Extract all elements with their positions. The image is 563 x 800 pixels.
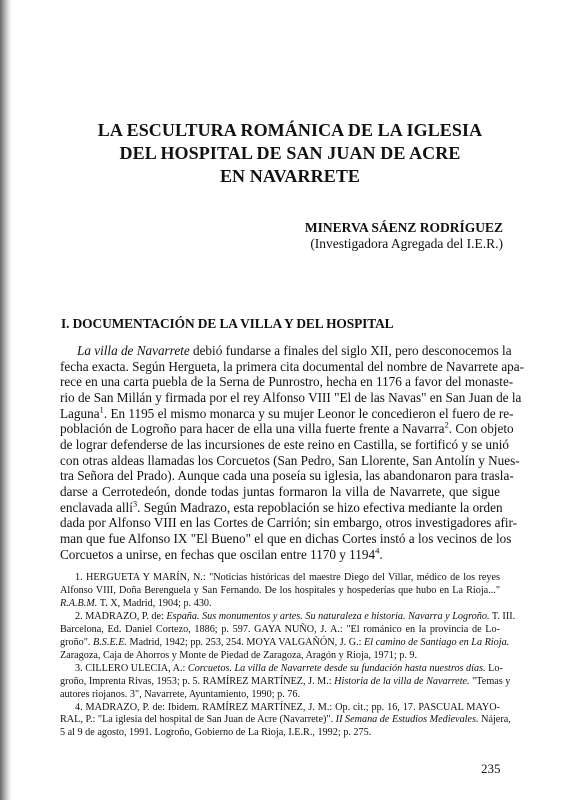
body-line — [60, 343, 512, 359]
body-line: man que fue Alfonso IX "El Bueno" el que en dichas Cortes instó a los vecinos de los — [60, 530, 512, 546]
italic-phrase: España. Sus monumentos y artes. Su naturaleza e historia. Navarra y Logroño. — [166, 610, 490, 622]
body-line — [60, 419, 514, 437]
title-line-3: EN NAVARRETE — [219, 166, 361, 186]
body-line: rio de San Millán y firmada por el rey Alfonso VIII "El de las Navas" en San Juan de la — [60, 389, 522, 405]
body-text: . Con objeto — [448, 421, 514, 437]
body-text: debió fundarse a finales del siglo XII, pero desconocemos la — [189, 343, 512, 358]
body-line: tra Señora del Prado). Aunque cada una poseía su iglesia, las abandonaron para trasla- — [60, 468, 514, 484]
italic-phrase: Historia de la villa de Navarrete. — [334, 675, 470, 687]
footnote-3-line — [60, 662, 503, 676]
body-line: de lograr defenderse de las incursiones de este reino en Castilla, se fortificó y se unió — [60, 436, 509, 452]
footnote-ref: 4 — [375, 545, 380, 556]
author-block — [305, 220, 503, 252]
section-heading: I. DOCUMENTACIÓN DE LA VILLA Y DEL HOSPITAL — [61, 316, 394, 331]
footnote-ref: 1 — [99, 404, 104, 415]
body-line — [60, 498, 503, 516]
footnote-4-line: 5 al 9 de agosto, 1991. Logroño, Gobierno de La Rioja, I.E.R., 1992; p. 275. — [60, 727, 372, 739]
body-text: . Según Madrazo, esta repoblación se hizo efectiva mediante la orden — [137, 499, 503, 515]
body-line: rece en una carta puebla de la Serna de Punrostro, hecha en 1176 a favor del monaste- — [60, 374, 514, 390]
body-paragraph — [60, 343, 525, 562]
body-line — [60, 404, 514, 422]
italic-phrase: La villa de Navarrete — [77, 343, 190, 358]
footnote-4-line — [60, 714, 511, 727]
body-text: población de Logroño para hacer de ella una villa fuerte frente a Navarra — [60, 421, 445, 437]
note-text: groño". — [60, 636, 94, 648]
footnote-2-line: Barcelona, Ed. Daniel Cortezo, 1886; p. 597. GAYA NUÑO, J. A.: "El románico en la provincia de Lo- — [60, 623, 500, 635]
body-line: dada por Alfonso VIII en las Cortes de Carrión; sin embargo, otros investigadores afir- — [60, 515, 518, 531]
footnote-2-line — [60, 610, 516, 624]
author-name: MINERVA SÁENZ RODRÍGUEZ — [304, 220, 503, 235]
article-title — [40, 119, 540, 188]
body-line — [60, 547, 500, 563]
italic-phrase: R.A.B.M. — [60, 597, 98, 609]
scan-edge-shadow — [0, 0, 12, 800]
body-text: . En 1195 el mismo monarca y su mujer Leonor le concedieron el fuero de re- — [103, 405, 514, 421]
italic-phrase: Corcuetos. La villa de Navarrete desde su fundación hasta nuestros días. — [187, 662, 486, 674]
body-text: enclavada allí — [60, 499, 133, 515]
note-text: groño, Imprenta Rivas, 1953; p. 5. RAMÍREZ MARTÍNEZ, J. M.: — [60, 675, 335, 687]
body-text: Laguna — [60, 405, 100, 421]
title-line-1: LA ESCULTURA ROMÁNICA DE LA IGLESIA — [97, 120, 483, 140]
note-text: Lo- — [485, 662, 503, 674]
body-text: . — [379, 546, 383, 562]
footnote-3-line: autores riojanos. 3", Navarrete, Ayuntamiento, 1990; p. 76. — [60, 688, 301, 700]
footnote-2-line — [60, 636, 510, 650]
note-text: RAL, P.: "La iglesia del hospital de San Juan de Acre (Navarrete)". — [60, 714, 336, 726]
footnote-ref: 3 — [132, 498, 138, 509]
note-text: Nájera, — [478, 714, 511, 726]
note-text: 2. MADRAZO, P. de: — [75, 610, 167, 622]
author-affiliation: (Investigadora Agregada del I.E.R.) — [310, 236, 503, 251]
body-line: darse a Cerrotedeón, donde todas juntas formaron la villa de Navarrete, que sigue — [60, 483, 500, 499]
italic-phrase: B.S.E.E. — [93, 636, 127, 648]
italic-phrase: II Semana de Estudios Medievales. — [335, 714, 479, 726]
footnote-1-line: Alfonso VIII, Doña Berenguela y San Fernando. De los hospitales y hospederías que hubo en La Rioja..." — [60, 584, 500, 596]
footnote-1-line: 1. HERGUETA Y MARÍN, N.: "Noticias históricas del maestre Diego del Villar, médico de los reyes — [75, 572, 500, 583]
footnote-3-line — [60, 675, 511, 689]
note-text: Madrid, 1942; pp. 253, 254. MOYA VALGAÑÓN, J. G.: — [126, 636, 365, 648]
title-line-2: DEL HOSPITAL DE SAN JUAN DE ACRE — [119, 143, 461, 163]
italic-phrase: El camino de Santiago en La Rioja. — [364, 636, 510, 648]
note-text: 3. CILLERO ULECIA, A.: — [75, 662, 188, 674]
note-text: T. III. — [489, 610, 516, 622]
body-line: con otras aldeas llamadas los Corcuetos (San Pedro, San Llorente, San Antolín y Nues- — [60, 452, 520, 468]
footnotes — [60, 572, 516, 740]
page-number: 235 — [481, 761, 501, 776]
body-text: Corcuetos a unirse, en fechas que oscilan entre 1170 y 1194 — [60, 546, 376, 562]
body-line: fecha exacta. Según Hergueta, la primera cita documental del nombre de Navarrete apa- — [60, 358, 525, 374]
footnote-2-line: Zaragoza, Caja de Ahorros y Monte de Piedad de Zaragoza, Aragón y Rioja, 1971; p. 9. — [60, 649, 418, 661]
note-text: "Temas y — [469, 675, 511, 687]
footnote-4-line: 4. MADRAZO, P. de: Ibidem. RAMÍREZ MARTÍNEZ, J. M.: Op. cit.; pp. 16, 17. PASCUAL MAYO- — [75, 701, 500, 713]
footnote-ref: 2 — [444, 419, 449, 430]
note-text: T. X, Madrid, 1904; p. 430. — [97, 597, 212, 609]
footnote-1-line — [60, 598, 500, 611]
